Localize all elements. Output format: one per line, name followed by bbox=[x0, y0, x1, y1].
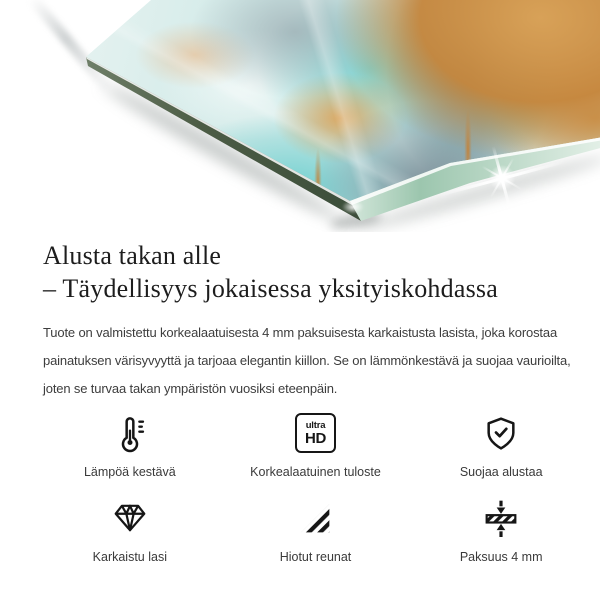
feature-heat-resistant bbox=[37, 411, 223, 480]
features-grid bbox=[37, 411, 594, 565]
heading-line-1: Alusta takan alle bbox=[43, 241, 222, 270]
corner-glint bbox=[338, 198, 368, 216]
feature-ultra-hd-print bbox=[223, 411, 409, 480]
uhd-badge-top: ultra bbox=[305, 419, 326, 431]
page-title bbox=[43, 239, 572, 305]
polished-edges-icon bbox=[295, 496, 335, 540]
feature-label: Lämpöä kestävä bbox=[83, 465, 176, 479]
thickness-arrows-icon bbox=[481, 496, 521, 540]
feature-label: Suojaa alustaa bbox=[459, 465, 543, 479]
diamond-icon bbox=[109, 496, 151, 540]
thermometer-icon bbox=[110, 411, 150, 455]
feature-label: Paksuus 4 mm bbox=[459, 550, 543, 564]
uhd-badge-bottom: HD bbox=[304, 429, 327, 447]
feature-label: Karkaistu lasi bbox=[92, 550, 167, 564]
feature-thickness bbox=[408, 496, 594, 565]
product-description: Tuote on valmistettu korkealaatuisesta 4 mm paksuisesta karkaistusta lasista, joka korostaa painatuksen värisyvyyttä ja tarjoaa elegantin kiillon. Se on lämmönkestävä ja suojaa vaurioilta, joten se turvaa takan ympäristön vuosiksi eteenpäin. bbox=[43, 325, 571, 396]
hero-image bbox=[0, 0, 600, 232]
product-info-section bbox=[0, 239, 600, 565]
feature-polished-edges bbox=[223, 496, 409, 565]
ultra-hd-icon bbox=[295, 411, 336, 455]
feature-protects-base bbox=[408, 411, 594, 480]
shield-check-icon bbox=[481, 411, 521, 455]
feature-label: Hiotut reunat bbox=[279, 550, 352, 564]
heading-line-2: – Täydellisyys jokaisessa yksityiskohdassa bbox=[43, 274, 498, 303]
feature-tempered-glass bbox=[37, 496, 223, 565]
feature-label: Korkealaatuinen tuloste bbox=[250, 465, 381, 479]
